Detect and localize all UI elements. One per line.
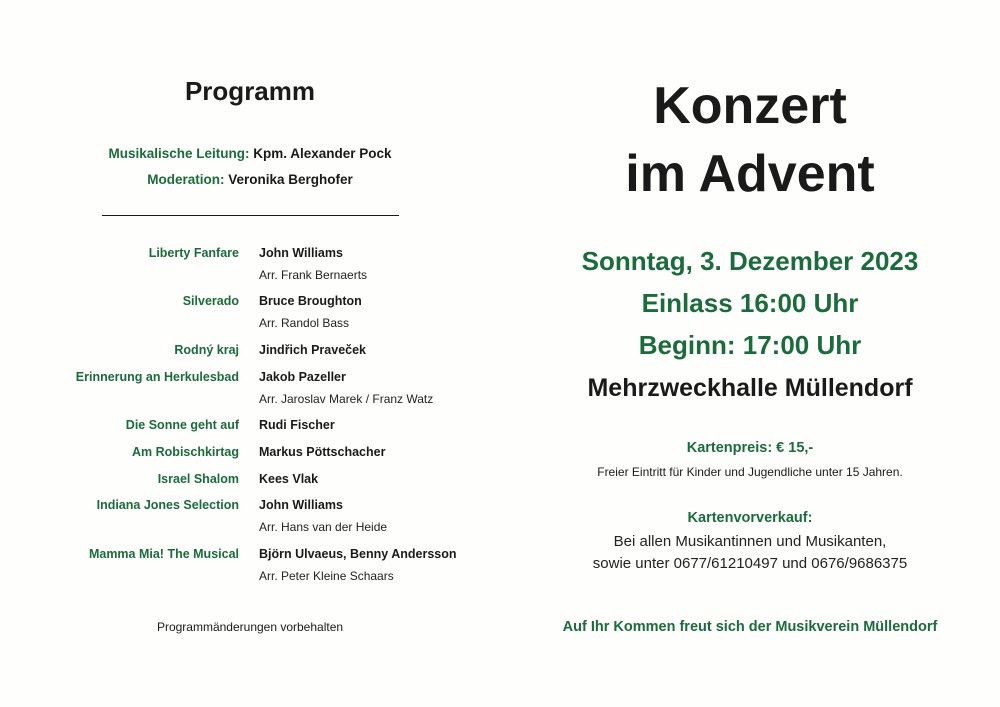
ticket-price: Kartenpreis: € 15,- (686, 440, 814, 456)
piece-title: Indiana Jones Selection (96, 498, 239, 512)
composer: John Williams (259, 246, 343, 260)
composer: Björn Ulvaeus, Benny Andersson (259, 547, 457, 561)
musical-direction-name: Kpm. Alexander Pock (253, 146, 392, 161)
piece-title: Silverado (182, 294, 239, 308)
piece-title: Die Sonne geht auf (125, 418, 239, 432)
musical-direction (0, 146, 500, 161)
event-date: Sonntag, 3. Dezember 2023 (581, 246, 919, 276)
presale-line2: sowie unter 0677/61210497 und 0676/9686375 (592, 555, 908, 572)
venue: Mehrzweckhalle Müllendorf (587, 374, 913, 402)
piece-title: Liberty Fanfare (148, 246, 239, 260)
arranger: Arr. Randol Bass (259, 316, 350, 330)
composer: Jindřich Praveček (259, 343, 367, 357)
piece-title: Rodný kraj (174, 343, 239, 357)
musical-direction-label: Musikalische Leitung: (108, 146, 250, 161)
presale-title: Kartenvorverkauf: (687, 510, 813, 526)
event-page (500, 0, 1000, 707)
program-change-note: Programmänderungen vorbehalten (156, 620, 344, 634)
start-time: Beginn: 17:00 Uhr (638, 330, 862, 360)
piece-title: Israel Shalom (157, 472, 239, 486)
composer: Jakob Pazeller (259, 370, 346, 384)
moderation-name: Veronika Berghofer (228, 172, 353, 187)
piece-title: Erinnerung an Herkulesbad (75, 370, 239, 384)
free-entry-note: Freier Eintritt für Kinder und Jugendliche unter 15 Jahren. (597, 465, 903, 479)
composer: Markus Pöttschacher (259, 445, 386, 459)
moderation-label: Moderation: (147, 172, 225, 187)
program-title: Programm (184, 76, 316, 106)
arranger: Arr. Frank Bernaerts (259, 268, 368, 282)
arranger: Arr. Peter Kleine Schaars (259, 569, 394, 583)
arranger: Arr. Jaroslav Marek / Franz Watz (259, 392, 434, 406)
divider-line (102, 215, 399, 216)
composer: Rudi Fischer (259, 418, 335, 432)
moderation (0, 172, 500, 187)
event-title-line2: im Advent (625, 145, 875, 203)
event-title-line1: Konzert (653, 77, 847, 135)
piece-title: Mamma Mia! The Musical (88, 547, 239, 561)
piece-title: Am Robischkirtag (132, 445, 239, 459)
closing-line: Auf Ihr Kommen freut sich der Musikverein Müllendorf (562, 619, 938, 635)
composer: John Williams (259, 498, 343, 512)
presale-line1: Bei allen Musikantinnen und Musikanten, (613, 533, 887, 550)
composer: Bruce Broughton (259, 294, 362, 308)
entry-time: Einlass 16:00 Uhr (641, 288, 859, 318)
composer: Kees Vlak (259, 472, 319, 486)
arranger: Arr. Hans van der Heide (259, 520, 388, 534)
